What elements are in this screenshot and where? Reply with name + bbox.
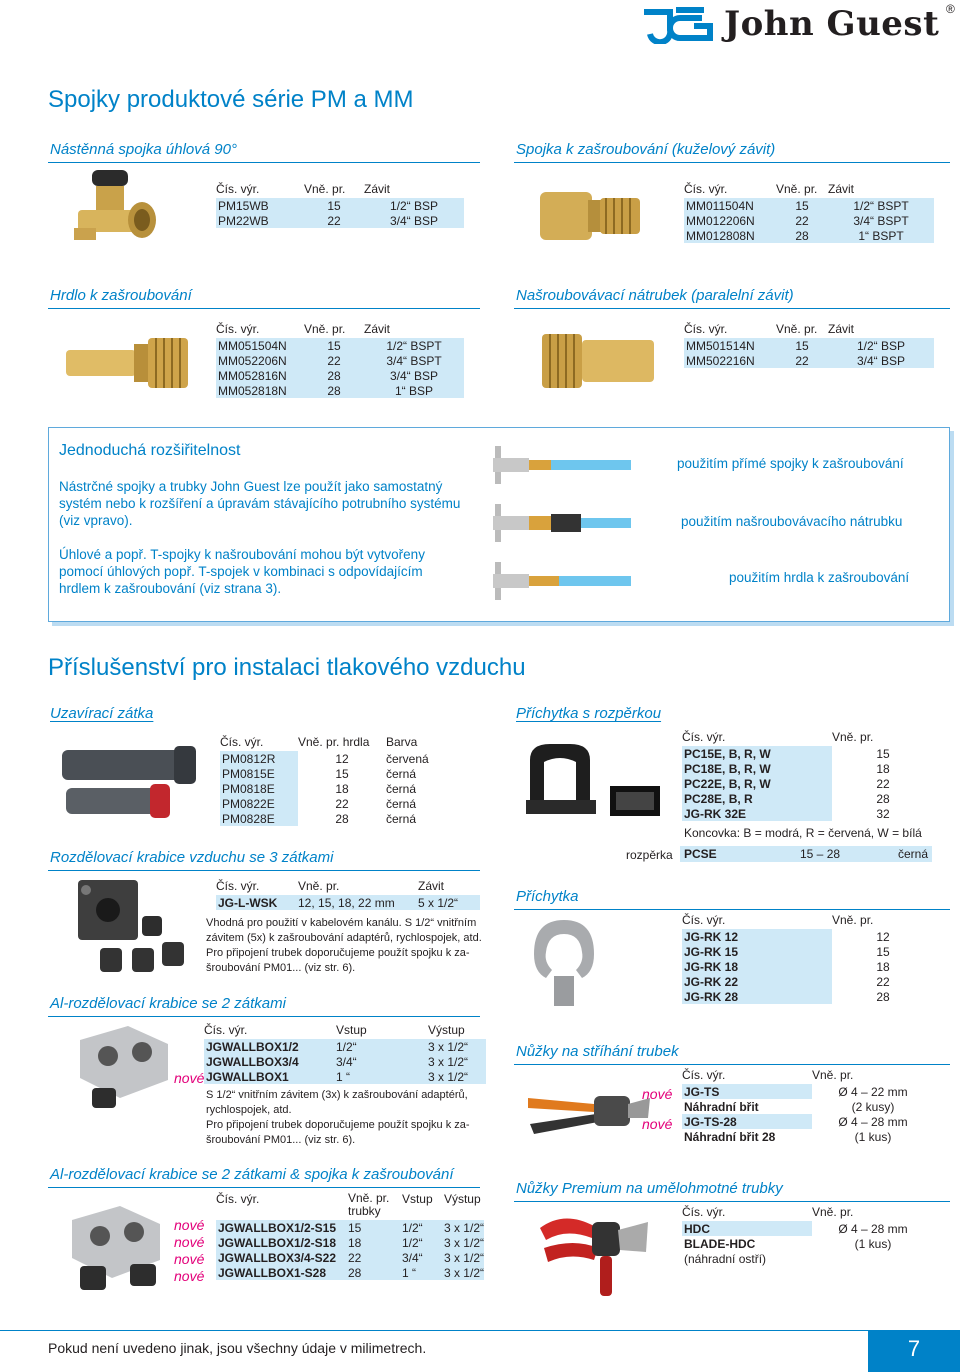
code-cell: PM15WB bbox=[216, 198, 304, 213]
section-title-al2: Al-rozdělovací krabice se 2 zátkami bbox=[50, 995, 286, 1012]
tee-diagram-2 bbox=[493, 504, 631, 542]
new-badge: nové bbox=[174, 1070, 205, 1086]
table-row bbox=[220, 811, 474, 826]
table-row bbox=[682, 929, 934, 944]
code-cell: Náhradní břit bbox=[684, 1099, 759, 1114]
od-cell: 15 bbox=[876, 944, 890, 959]
code-cell: JG-TS bbox=[682, 1084, 812, 1099]
tee-diagram-1 bbox=[493, 446, 631, 484]
info-paragraph-2: Úhlové a popř. T-spojky k našroubování mohou být vytvořeny pomocí úhlových popř. T-spojek v kombinaci s odpovídajícím hrdlem k zašroubování (viz strana 3). bbox=[59, 547, 425, 596]
col-code: Čís. výr. bbox=[682, 1068, 726, 1082]
od-cell: 22 bbox=[776, 353, 828, 368]
tee-diagrams bbox=[489, 440, 639, 612]
col-code: Čís. výr. bbox=[684, 182, 728, 196]
section-rule bbox=[514, 1201, 950, 1202]
section-title-nipple: Našroubovávací nátrubek (paralelní závit) bbox=[516, 287, 794, 304]
section-rule bbox=[48, 870, 480, 871]
hose-tail-photo bbox=[64, 330, 194, 396]
brand-name: John Guest bbox=[724, 4, 940, 44]
table-row bbox=[216, 368, 464, 383]
table-row bbox=[682, 1099, 934, 1114]
col-code: Čís. výr. bbox=[216, 1192, 260, 1206]
nipple-table bbox=[684, 322, 934, 368]
col-thread: Závit bbox=[364, 182, 391, 196]
col-code: Čís. výr. bbox=[216, 322, 260, 336]
accessories-title: Příslušenství pro instalaci tlakového vzduchu bbox=[48, 654, 526, 681]
od-cell: 18 bbox=[876, 959, 890, 974]
od-cell: 12, 15, 18, 22 mm bbox=[298, 895, 418, 910]
clip-table bbox=[682, 913, 934, 1004]
thread-cell: 3/4“ BSP bbox=[364, 368, 464, 383]
col-out: Výstup bbox=[443, 1192, 481, 1206]
new-badge: nové bbox=[174, 1217, 205, 1233]
thread-cell: 5 x 1/2“ bbox=[418, 895, 480, 910]
section-title-wall-elbow: Nástěnná spojka úhlová 90° bbox=[50, 141, 237, 158]
thread-cell: 1“ BSP bbox=[364, 383, 464, 398]
code-cell: JG-RK 32E bbox=[682, 806, 832, 821]
premium-table bbox=[682, 1205, 934, 1266]
table-row bbox=[220, 751, 474, 766]
col-od: Vně. pr. bbox=[832, 913, 874, 927]
table-row bbox=[216, 213, 464, 228]
table-row bbox=[682, 746, 934, 761]
color-cell: červená bbox=[386, 751, 429, 766]
section-rule bbox=[514, 162, 950, 163]
table-row bbox=[684, 353, 934, 368]
od-cell: 15 bbox=[304, 338, 364, 353]
table-row bbox=[216, 353, 464, 368]
section-title-plug: Uzavírací zátka bbox=[50, 705, 154, 722]
thread-cell: 3/4“ BSP bbox=[828, 353, 934, 368]
od-cell: 22 bbox=[304, 213, 364, 228]
col-code: Čís. výr. bbox=[684, 322, 728, 336]
table-row bbox=[682, 959, 934, 974]
code-cell: MM011504N bbox=[684, 198, 776, 213]
thread-cell: 3/4“ BSPT bbox=[828, 213, 934, 228]
section-rule bbox=[48, 162, 480, 163]
od-cell: 15 bbox=[776, 338, 828, 353]
blade-note: (náhradní ostří) bbox=[684, 1251, 767, 1266]
table-row bbox=[682, 1084, 934, 1099]
table-row bbox=[682, 806, 934, 821]
od-cell: 18 bbox=[348, 1235, 402, 1250]
od-cell: 28 bbox=[304, 368, 364, 383]
col-od: Vně. pr. bbox=[776, 182, 818, 196]
code-cell: JG-L-WSK bbox=[216, 895, 298, 910]
od-cell: 22 bbox=[776, 213, 828, 228]
note-line: Pro připojení trubek doporučujeme použít spojku k za- bbox=[206, 947, 470, 959]
col-in: Vstup bbox=[336, 1023, 367, 1037]
table-row bbox=[204, 1054, 486, 1069]
od-cell: 22 bbox=[876, 776, 890, 791]
section-rule bbox=[48, 1016, 480, 1017]
note-line: šroubování PM01... (viz str. 6). bbox=[206, 962, 356, 974]
al2-photo bbox=[68, 1020, 178, 1110]
color-cell: černá bbox=[386, 811, 417, 826]
od-cell: (2 kusy) bbox=[851, 1099, 895, 1114]
spacer-row bbox=[680, 846, 932, 862]
col-code: Čís. výr. bbox=[216, 182, 260, 196]
table-row bbox=[684, 338, 934, 353]
table-row bbox=[204, 1039, 486, 1054]
col-od: Vně. pr. bbox=[304, 322, 346, 336]
code-cell: MM012206N bbox=[684, 213, 776, 228]
col-code: Čís. výr. bbox=[204, 1023, 248, 1037]
nipple-photo bbox=[540, 326, 660, 396]
section-title-premium: Nůžky Premium na umělohmotné trubky bbox=[516, 1180, 783, 1197]
table-row bbox=[684, 198, 934, 213]
out-cell: 3 x 1/2“ bbox=[443, 1250, 484, 1265]
new-badge: nové bbox=[642, 1116, 673, 1132]
table-row bbox=[682, 1236, 934, 1251]
table-row bbox=[204, 1069, 486, 1084]
section-rule bbox=[514, 308, 950, 309]
info-note-1: použitím přímé spojky k zašroubování bbox=[677, 456, 904, 471]
in-cell: 1 “ bbox=[336, 1069, 428, 1084]
od-cell: 32 bbox=[876, 806, 890, 821]
hose-table bbox=[216, 322, 464, 398]
section-title-taper: Spojka k zašroubování (kuželový závit) bbox=[516, 141, 776, 158]
spacer-size: 15 – 28 bbox=[800, 847, 841, 861]
thread-cell: 3/4“ BSP bbox=[364, 213, 464, 228]
od-cell: 28 bbox=[348, 1265, 402, 1280]
col-od: Vně. pr. bbox=[298, 879, 340, 893]
col-code: Čís. výr. bbox=[216, 879, 260, 893]
note-line: S 1/2“ vnitřním závitem (3x) k zašroubování adaptérů, bbox=[206, 1089, 468, 1101]
od-cell: 12 bbox=[876, 929, 890, 944]
od-cell: (1 kus) bbox=[854, 1129, 892, 1144]
col-od-line: trubky bbox=[347, 1204, 381, 1218]
in-cell: 1/2“ bbox=[402, 1220, 444, 1235]
thread-cell: 1“ BSPT bbox=[828, 228, 934, 243]
table-row bbox=[684, 228, 934, 243]
od-cell: (1 kus) bbox=[854, 1236, 892, 1251]
thread-cell: 1/2“ BSP bbox=[828, 338, 934, 353]
clip-caps-note: Koncovka: B = modrá, R = červená, W = bílá bbox=[684, 826, 922, 840]
od-cell: 18 bbox=[876, 761, 890, 776]
thread-cell: 1/2“ BSPT bbox=[364, 338, 464, 353]
al2c-photo bbox=[60, 1196, 172, 1294]
new-badge: nové bbox=[174, 1268, 205, 1284]
table-row bbox=[682, 944, 934, 959]
code-cell: JG-RK 15 bbox=[682, 944, 832, 959]
col-code: Čís. výr. bbox=[682, 730, 726, 744]
note-line: rychlospojek, atd. bbox=[206, 1104, 292, 1116]
note-line: závitem (5x) k zašroubování adaptérů, rychlospojek, atd. bbox=[206, 932, 482, 944]
taper-adaptor-photo bbox=[536, 180, 656, 252]
table-row bbox=[220, 766, 474, 781]
taper-table bbox=[684, 182, 934, 243]
al2-table bbox=[204, 1023, 486, 1084]
splitter3-photo bbox=[60, 876, 190, 978]
page-number: 7 bbox=[868, 1330, 960, 1372]
od-cell: 22 bbox=[335, 796, 349, 811]
od-cell: 12 bbox=[335, 751, 349, 766]
code-cell: PC18E, B, R, W bbox=[682, 761, 832, 776]
code-cell: JGWALLBOX1-S28 bbox=[216, 1265, 348, 1280]
section-rule bbox=[48, 1187, 480, 1188]
od-cell: 15 bbox=[876, 746, 890, 761]
color-cell: černá bbox=[386, 796, 417, 811]
in-cell: 1 “ bbox=[402, 1265, 444, 1280]
clip-photo bbox=[524, 914, 604, 1010]
col-od bbox=[348, 1192, 402, 1220]
code-cell: PC28E, B, R bbox=[682, 791, 832, 806]
tee-diagram-3 bbox=[493, 562, 631, 600]
col-od: Vně. pr. hrdla bbox=[298, 735, 370, 749]
wall-elbow-photo bbox=[70, 168, 162, 244]
od-cell: Ø 4 – 22 mm bbox=[838, 1084, 908, 1099]
table-row bbox=[216, 1220, 484, 1235]
code-cell: PC22E, B, R, W bbox=[682, 776, 832, 791]
code-cell: JG-RK 22 bbox=[682, 974, 832, 989]
out-cell: 3 x 1/2“ bbox=[443, 1265, 484, 1280]
code-cell: JGWALLBOX3/4-S22 bbox=[216, 1250, 348, 1265]
table-row bbox=[216, 198, 464, 213]
new-badge: nové bbox=[642, 1086, 673, 1102]
table-row bbox=[220, 781, 474, 796]
out-cell: 3 x 1/2“ bbox=[428, 1039, 486, 1054]
od-cell: 28 bbox=[304, 383, 364, 398]
code-cell: MM051504N bbox=[216, 338, 304, 353]
note-line: Pro připojení trubek doporučujeme použít spojku k za- bbox=[206, 1119, 470, 1131]
code-cell: JGWALLBOX1/2 bbox=[204, 1039, 336, 1054]
code-cell: PM0828E bbox=[220, 811, 298, 826]
col-od: Vně. pr. bbox=[776, 322, 818, 336]
table-row bbox=[682, 776, 934, 791]
al2c-table bbox=[216, 1192, 484, 1280]
od-cell: 28 bbox=[335, 811, 349, 826]
code-cell: MM052818N bbox=[216, 383, 304, 398]
table-row bbox=[216, 1235, 484, 1250]
col-od: Vně. pr. bbox=[832, 730, 874, 744]
od-cell: 28 bbox=[876, 791, 890, 806]
code-cell: PM22WB bbox=[216, 213, 304, 228]
in-cell: 3/4“ bbox=[402, 1250, 444, 1265]
table-row bbox=[682, 1129, 934, 1144]
thread-cell: 1/2“ BSP bbox=[364, 198, 464, 213]
code-cell: PM0812R bbox=[220, 751, 298, 766]
col-out: Výstup bbox=[428, 1023, 465, 1037]
table-row bbox=[682, 989, 934, 1004]
out-cell: 3 x 1/2“ bbox=[428, 1054, 486, 1069]
code-cell: JGWALLBOX1 bbox=[204, 1069, 336, 1084]
section-title-clip-spacer: Příchytka s rozpěrkou bbox=[516, 705, 662, 722]
table-row bbox=[682, 1114, 934, 1129]
col-od: Vně. pr. bbox=[812, 1068, 854, 1082]
code-cell: PM0815E bbox=[220, 766, 298, 781]
code-cell: BLADE-HDC bbox=[684, 1236, 756, 1251]
code-cell: Náhradní břit 28 bbox=[684, 1129, 776, 1144]
od-cell: 22 bbox=[348, 1250, 402, 1265]
code-cell: MM052816N bbox=[216, 368, 304, 383]
table-row bbox=[216, 383, 464, 398]
registered-mark: ® bbox=[946, 2, 955, 16]
color-cell: černá bbox=[386, 766, 417, 781]
table-row bbox=[216, 1265, 484, 1280]
section-rule bbox=[514, 909, 950, 910]
new-badge: nové bbox=[174, 1234, 205, 1250]
col-thread: Závit bbox=[828, 182, 855, 196]
od-cell: 18 bbox=[335, 781, 349, 796]
code-cell: PM0822E bbox=[220, 796, 298, 811]
table-row bbox=[220, 796, 474, 811]
splitter3-note bbox=[206, 916, 486, 976]
code-cell: HDC bbox=[682, 1221, 812, 1236]
section-title-al2c: Al-rozdělovací krabice se 2 zátkami & spojka k zašroubování bbox=[50, 1166, 454, 1183]
info-paragraph-1: Nástrčné spojky a trubky John Guest lze použít jako samostatný systém nebo k rozšíření a úpravám stávajícího potrubního systému (viz vpravo). bbox=[59, 479, 461, 528]
col-in: Vstup bbox=[401, 1192, 433, 1206]
od-cell: 28 bbox=[776, 228, 828, 243]
code-cell: PC15E, B, R, W bbox=[682, 746, 832, 761]
info-title: Jednoduchá rozšiřitelnost bbox=[59, 442, 241, 459]
premium-cutter-photo bbox=[534, 1208, 654, 1304]
code-cell: PM0818E bbox=[220, 781, 298, 796]
table-row bbox=[682, 974, 934, 989]
od-cell: 28 bbox=[876, 989, 890, 1004]
clip-spacer-table bbox=[682, 730, 934, 821]
code-cell: MM012808N bbox=[684, 228, 776, 243]
clip-spacer-photo bbox=[520, 740, 670, 840]
in-cell: 1/2“ bbox=[402, 1235, 444, 1250]
out-cell: 3 x 1/2“ bbox=[428, 1069, 486, 1084]
cutter-table bbox=[682, 1068, 934, 1144]
col-od: Vně. pr. bbox=[812, 1205, 854, 1219]
in-cell: 3/4“ bbox=[336, 1054, 428, 1069]
code-cell: JGWALLBOX1/2-S15 bbox=[216, 1220, 348, 1235]
section-title-hose: Hrdlo k zašroubování bbox=[50, 287, 192, 304]
color-cell: černá bbox=[386, 781, 417, 796]
col-thread: Závit bbox=[364, 322, 391, 336]
table-row bbox=[684, 213, 934, 228]
code-cell: MM501514N bbox=[684, 338, 776, 353]
col-code: Čís. výr. bbox=[220, 735, 264, 749]
splitter3-table bbox=[216, 879, 480, 910]
table-row bbox=[682, 1251, 934, 1266]
code-cell: MM052206N bbox=[216, 353, 304, 368]
spacer-label: rozpěrka bbox=[626, 848, 673, 862]
jg-logo-icon bbox=[640, 6, 718, 44]
section-title-splitter3: Rozdělovací krabice vzduchu se 3 zátkami bbox=[50, 849, 334, 866]
spacer-color: černá bbox=[898, 847, 929, 861]
section-rule bbox=[48, 308, 480, 309]
in-cell: 1/2“ bbox=[336, 1039, 428, 1054]
spacer-code: PCSE bbox=[684, 847, 717, 861]
col-code: Čís. výr. bbox=[682, 913, 726, 927]
out-cell: 3 x 1/2“ bbox=[443, 1220, 484, 1235]
od-cell: Ø 4 – 28 mm bbox=[838, 1114, 908, 1129]
code-cell: MM502216N bbox=[684, 353, 776, 368]
table-row bbox=[216, 1250, 484, 1265]
od-cell: 15 bbox=[348, 1220, 402, 1235]
info-note-3: použitím hrdla k zašroubování bbox=[729, 570, 910, 585]
col-od-line: Vně. pr. bbox=[347, 1191, 390, 1205]
table-row bbox=[682, 1221, 934, 1236]
brand-logo bbox=[640, 4, 958, 48]
new-badge: nové bbox=[174, 1251, 205, 1267]
od-cell: 22 bbox=[304, 353, 364, 368]
od-cell: 22 bbox=[876, 974, 890, 989]
table-row bbox=[682, 761, 934, 776]
section-rule bbox=[514, 1064, 950, 1065]
plug-table bbox=[220, 735, 474, 826]
code-cell: JG-RK 12 bbox=[682, 929, 832, 944]
out-cell: 3 x 1/2“ bbox=[443, 1235, 484, 1250]
footer-text: Pokud není uvedeno jinak, jsou všechny údaje v milimetrech. bbox=[48, 1340, 427, 1356]
plug-photo bbox=[56, 736, 206, 826]
wall-elbow-table bbox=[216, 182, 464, 228]
section-title-cutter: Nůžky na stříhání trubek bbox=[516, 1043, 679, 1060]
note-line: šroubování PM01... (viz str. 6). bbox=[206, 1134, 356, 1146]
cutter-photo bbox=[524, 1068, 654, 1148]
col-od: Vně. pr. bbox=[304, 182, 346, 196]
section-title-clip: Příchytka bbox=[516, 888, 579, 905]
col-thread: Závit bbox=[418, 879, 445, 893]
expandability-info-box bbox=[48, 427, 950, 622]
al2-note bbox=[206, 1088, 496, 1148]
col-color: Barva bbox=[386, 735, 418, 749]
note-line: Vhodná pro použití v kabelovém kanálu. S 1/2“ vnitřním bbox=[206, 917, 477, 929]
od-cell: 15 bbox=[304, 198, 364, 213]
table-row bbox=[682, 791, 934, 806]
code-cell: JGWALLBOX1/2-S18 bbox=[216, 1235, 348, 1250]
od-cell: 15 bbox=[335, 766, 349, 781]
thread-cell: 1/2“ BSPT bbox=[828, 198, 934, 213]
table-row bbox=[216, 338, 464, 353]
table-row bbox=[216, 895, 480, 910]
code-cell: JG-RK 18 bbox=[682, 959, 832, 974]
footer-rule bbox=[0, 1330, 960, 1331]
info-note-2: použitím našroubovávacího nátrubku bbox=[681, 514, 903, 529]
page-title: Spojky produktové série PM a MM bbox=[48, 86, 414, 113]
thread-cell: 3/4“ BSPT bbox=[364, 353, 464, 368]
od-cell: Ø 4 – 28 mm bbox=[838, 1221, 908, 1236]
code-cell: JG-TS-28 bbox=[682, 1114, 812, 1129]
col-thread: Závit bbox=[828, 322, 855, 336]
col-code: Čís. výr. bbox=[682, 1205, 726, 1219]
od-cell: 15 bbox=[776, 198, 828, 213]
code-cell: JG-RK 28 bbox=[682, 989, 832, 1004]
code-cell: JGWALLBOX3/4 bbox=[204, 1054, 336, 1069]
